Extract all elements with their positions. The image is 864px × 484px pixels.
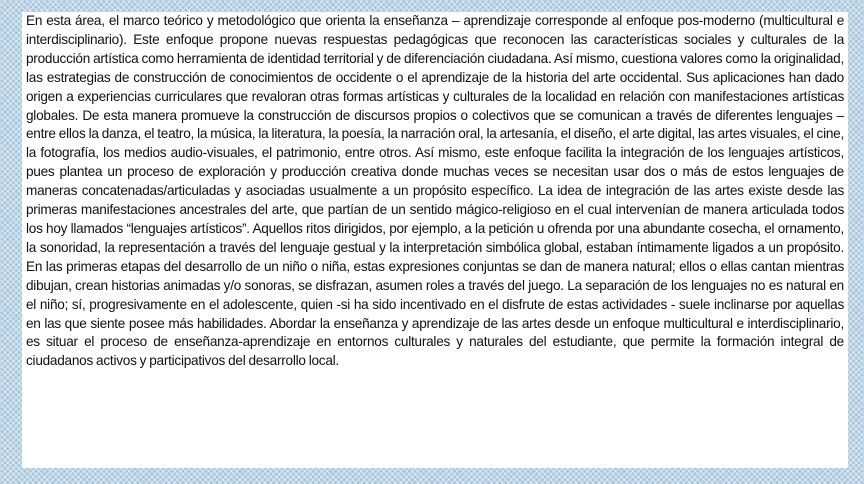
body-paragraph: En esta área, el marco teórico y metodológico que orienta la enseñanza – aprendizaje corresponde al enfoque pos-moderno (multicultural e interdisciplinario). Este enfoque propone nuevas respuestas pedagógicas que reconocen las características sociales y culturales de la producción artística como herramienta de identidad territorial y de diferenciación ciudadana. Así mismo, cuestiona valores como la originalidad, las estrategias de construcción de conocimientos de occidente o el aprendizaje de la historia del arte occidental. Sus aplicaciones han dado origen a experiencias curriculares que revaloran otras formas artísticas y culturales de la localidad en relación con manifestaciones artísticas globales. De esta manera promueve la construcción de discursos propios o colectivos que se comunican a través de diferentes lenguajes – entre ellos la danza, el teatro, la música, la literatura, la poesía, la narración oral, la artesanía, el diseño, el arte digital, las artes visuales, el cine, la fotografía, los medios audio-visuales, el patrimonio, entre otros. Así mismo, este enfoque facilita la integración de los lenguajes artísticos, pues plantea un proceso de exploración y producción creativa donde muchas veces se necesitan usar dos o más de estos lenguajes de maneras concatenadas/articuladas y asociadas usualmente a un propósito específico. La idea de integración de las artes existe desde las primeras manifestaciones ancestrales del arte, que partían de un sentido mágico-religioso en el cual intervenían de manera articulada todos los hoy llamados “lenguajes artísticos”. Aquellos ritos dirigidos, por ejemplo, a la petición u ofrenda por una abundante cosecha, el ornamento, la sonoridad, la representación a través del lenguaje gestual y la interpretación simbólica global, estaban íntimamente ligados a un propósito. En las primeras etapas del desarrollo de un niño o niña, estas expresiones conjuntas se dan de manera natural; ellos o ellas cantan mientras dibujan, crean historias animadas y/o sonoras, se disfrazan, asumen roles a través del juego. La separación de los lenguajes no es natural en el niño; sí, progresivamente en el adolescente, quien -si ha sido incentivado en el disfrute de estas actividades - suele inclinarse por aquellas en las que siente posee más habilidades. Abordar la enseñanza y aprendizaje de las artes desde un enfoque multicultural e interdisciplinario, es situar el proceso de enseñanza-aprendizaje en entornos culturales y naturales del estudiante, que permite la formación integral de ciudadanos activos y participativos del desarrollo local. bbox=[26, 13, 844, 369]
text-panel bbox=[22, 12, 848, 468]
